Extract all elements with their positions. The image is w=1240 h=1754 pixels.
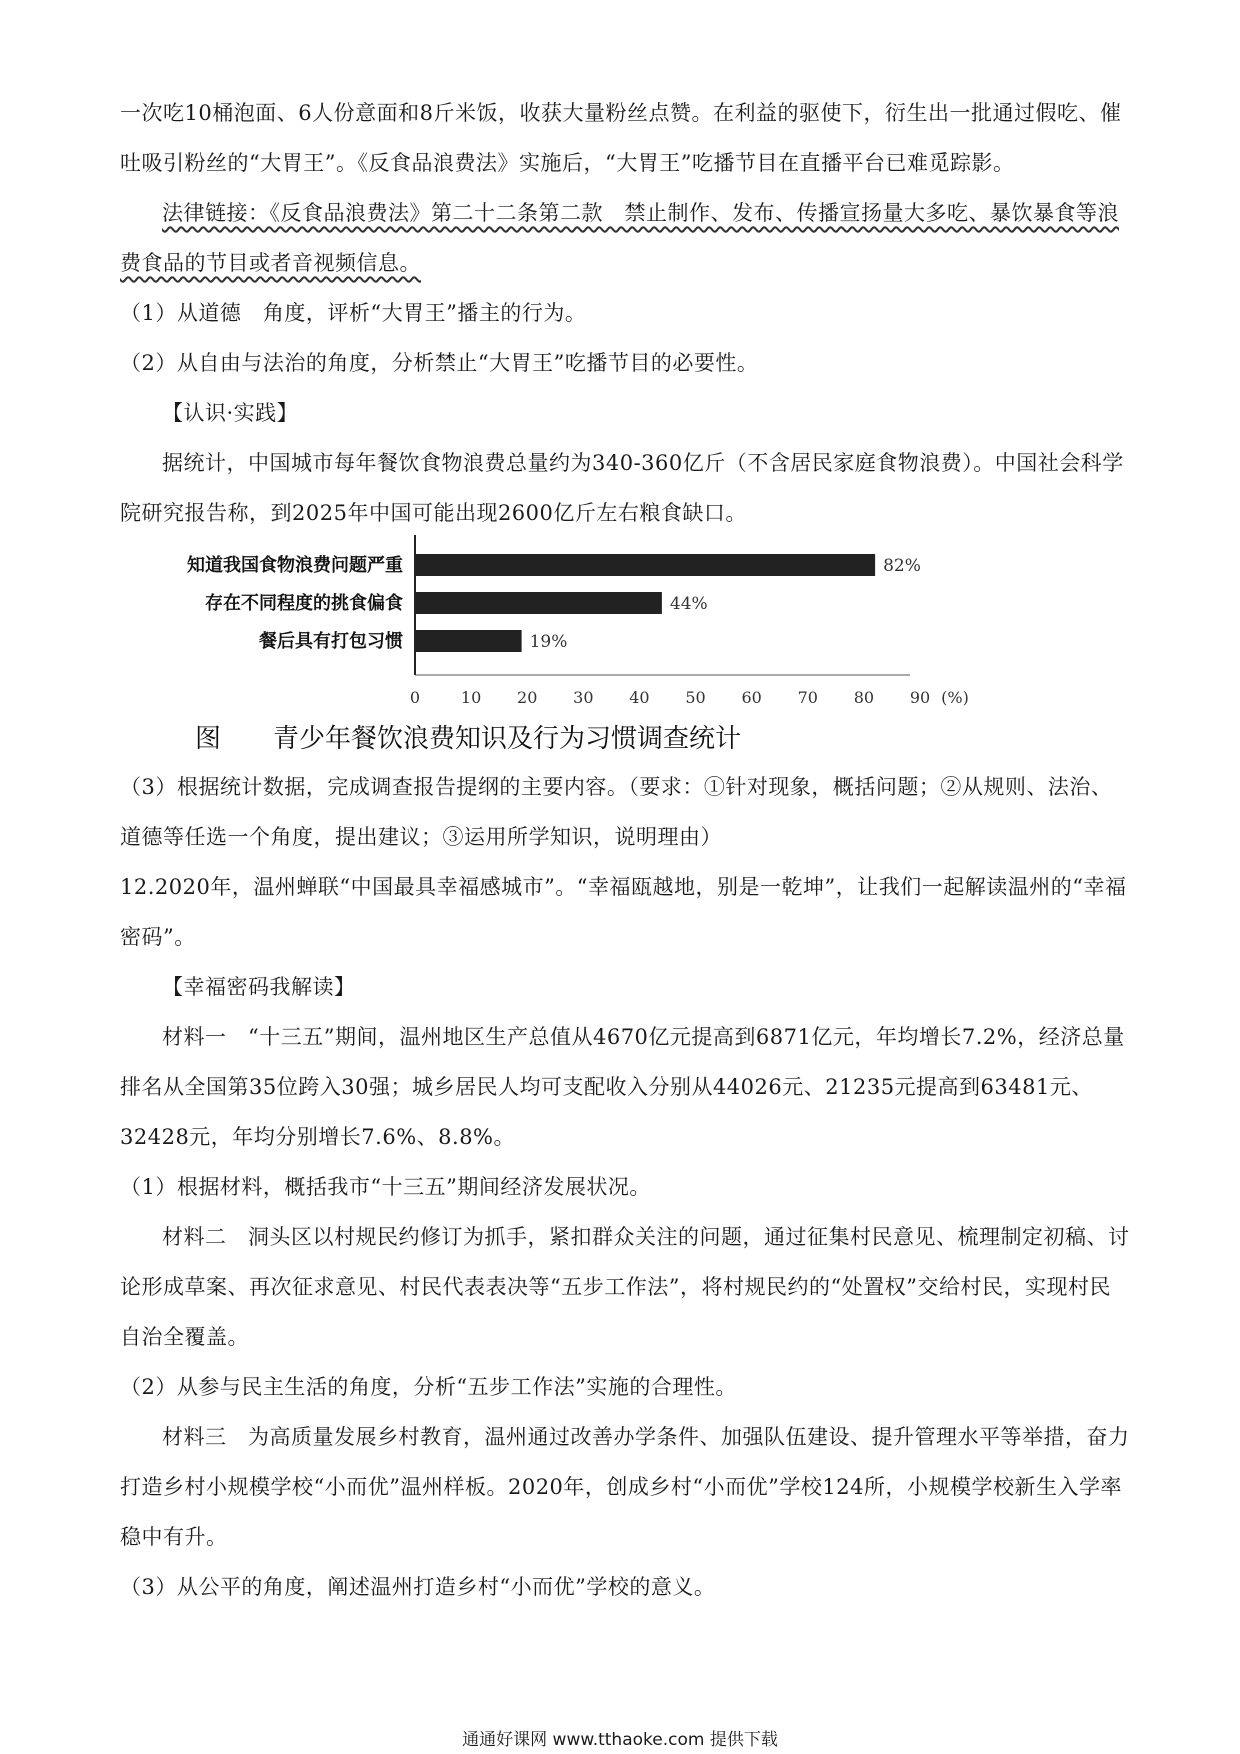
section-heading-practice: 【认识·实践】	[162, 401, 299, 425]
x-tick-label: 70	[797, 688, 818, 707]
question-1: （1）从道德 角度，评析“大胃王”播主的行为。	[120, 301, 587, 325]
x-tick-label: 50	[685, 688, 706, 707]
question-3: （3）根据统计数据，完成调查报告提纲的主要内容。（要求：①针对现象，概括问题；②从规则、法治、道德等任选一个角度，提出建议；③运用所学知识，说明理由）	[120, 775, 1113, 849]
x-tick-label: 30	[573, 688, 594, 707]
material-3: 材料三 为高质量发展乡村教育，温州通过改善办学条件、加强队伍建设、提升管理水平等举措，奋力打造乡村小规模学校“小而优”温州样板。2020年，创成乡村“小而优”学校124所，小规模学校新生入学率稳中有升。	[120, 1425, 1130, 1549]
chart-title: 图 青少年餐饮浪费知识及行为习惯调查统计	[195, 724, 742, 754]
x-tick-label: 40	[629, 688, 650, 707]
question-2: （2）从自由与法治的角度，分析禁止“大胃王”吃播节目的必要性。	[120, 351, 759, 375]
x-tick-label: 20	[517, 688, 538, 707]
statistics-paragraph: 据统计，中国城市每年餐饮食物浪费总量约为340-360亿斤（不含居民家庭食物浪费）。中国社会科学院研究报告称，到2025年中国可能出现2600亿斤左右粮食缺口。	[120, 451, 1124, 525]
x-tick-label: 90	[909, 688, 931, 707]
category-label: 存在不同程度的挑食偏食	[205, 593, 403, 614]
section-heading-happiness: 【幸福密码我解读】	[162, 975, 356, 999]
value-label: 19%	[529, 632, 568, 652]
question-12-1: （1）根据材料，概括我市“十三五”期间经济发展状况。	[120, 1175, 651, 1199]
page-footer: 通通好课网 www.tthaoke.com 提供下载	[462, 1730, 778, 1750]
material-1: 材料一 “十三五”期间，温州地区生产总值从4670亿元提高到6871亿元，年均增长7.2%，经济总量排名从全国第35位跨入30强；城乡居民人均可支配收入分别从44026元、21235元提高到63481元、32428元，年均分别增长7.6%、8.8%。	[120, 1025, 1125, 1149]
question-12-intro: 12.2020年，温州蝉联“中国最具幸福感城市”。“幸福瓯越地，别是一乾坤”，让我们一起解读温州的“幸福密码”。	[120, 875, 1127, 949]
bar	[415, 592, 662, 614]
category-label: 知道我国食物浪费问题严重	[187, 555, 403, 576]
bar	[415, 554, 875, 576]
x-tick-label: 60	[741, 688, 762, 707]
value-label: 82%	[883, 556, 921, 576]
question-12-2: （2）从参与民主生活的角度，分析“五步工作法”实施的合理性。	[120, 1375, 737, 1399]
survey-bar-chart	[120, 535, 980, 765]
material-2: 材料二 洞头区以村规民约修订为抓手，紧扣群众关注的问题，通过征集村民意见、梳理制定初稿、讨论形成草案、再次征求意见、村民代表表决等“五步工作法”，将村规民约的“处置权”交给村民，实现村民自治全覆盖。	[120, 1225, 1130, 1349]
category-label: 餐后具有打包习惯	[259, 631, 403, 652]
question-12-3: （3）从公平的角度，阐述温州打造乡村“小而优”学校的意义。	[120, 1575, 716, 1599]
x-tick-label: 0	[409, 688, 421, 707]
x-unit-label: (%)	[941, 688, 969, 707]
paragraph-intro: 一次吃10桶泡面、6人份意面和8斤米饭，收获大量粉丝点赞。在利益的驱使下，衍生出一批通过假吃、催吐吸引粉丝的“大胃王”。《反食品浪费法》实施后，“大胃王”吃播节目在直播平台已难觅踪影。	[120, 101, 1122, 175]
bar	[415, 630, 522, 652]
x-tick-label: 80	[853, 688, 875, 707]
law-link: 法律链接：《反食品浪费法》第二十二条第二款 禁止制作、发布、传播宣扬量大多吃、暴饮暴食等浪费食品的节目或者音视频信息。	[120, 201, 1119, 275]
x-tick-label: 10	[460, 688, 482, 707]
value-label: 44%	[669, 594, 708, 614]
